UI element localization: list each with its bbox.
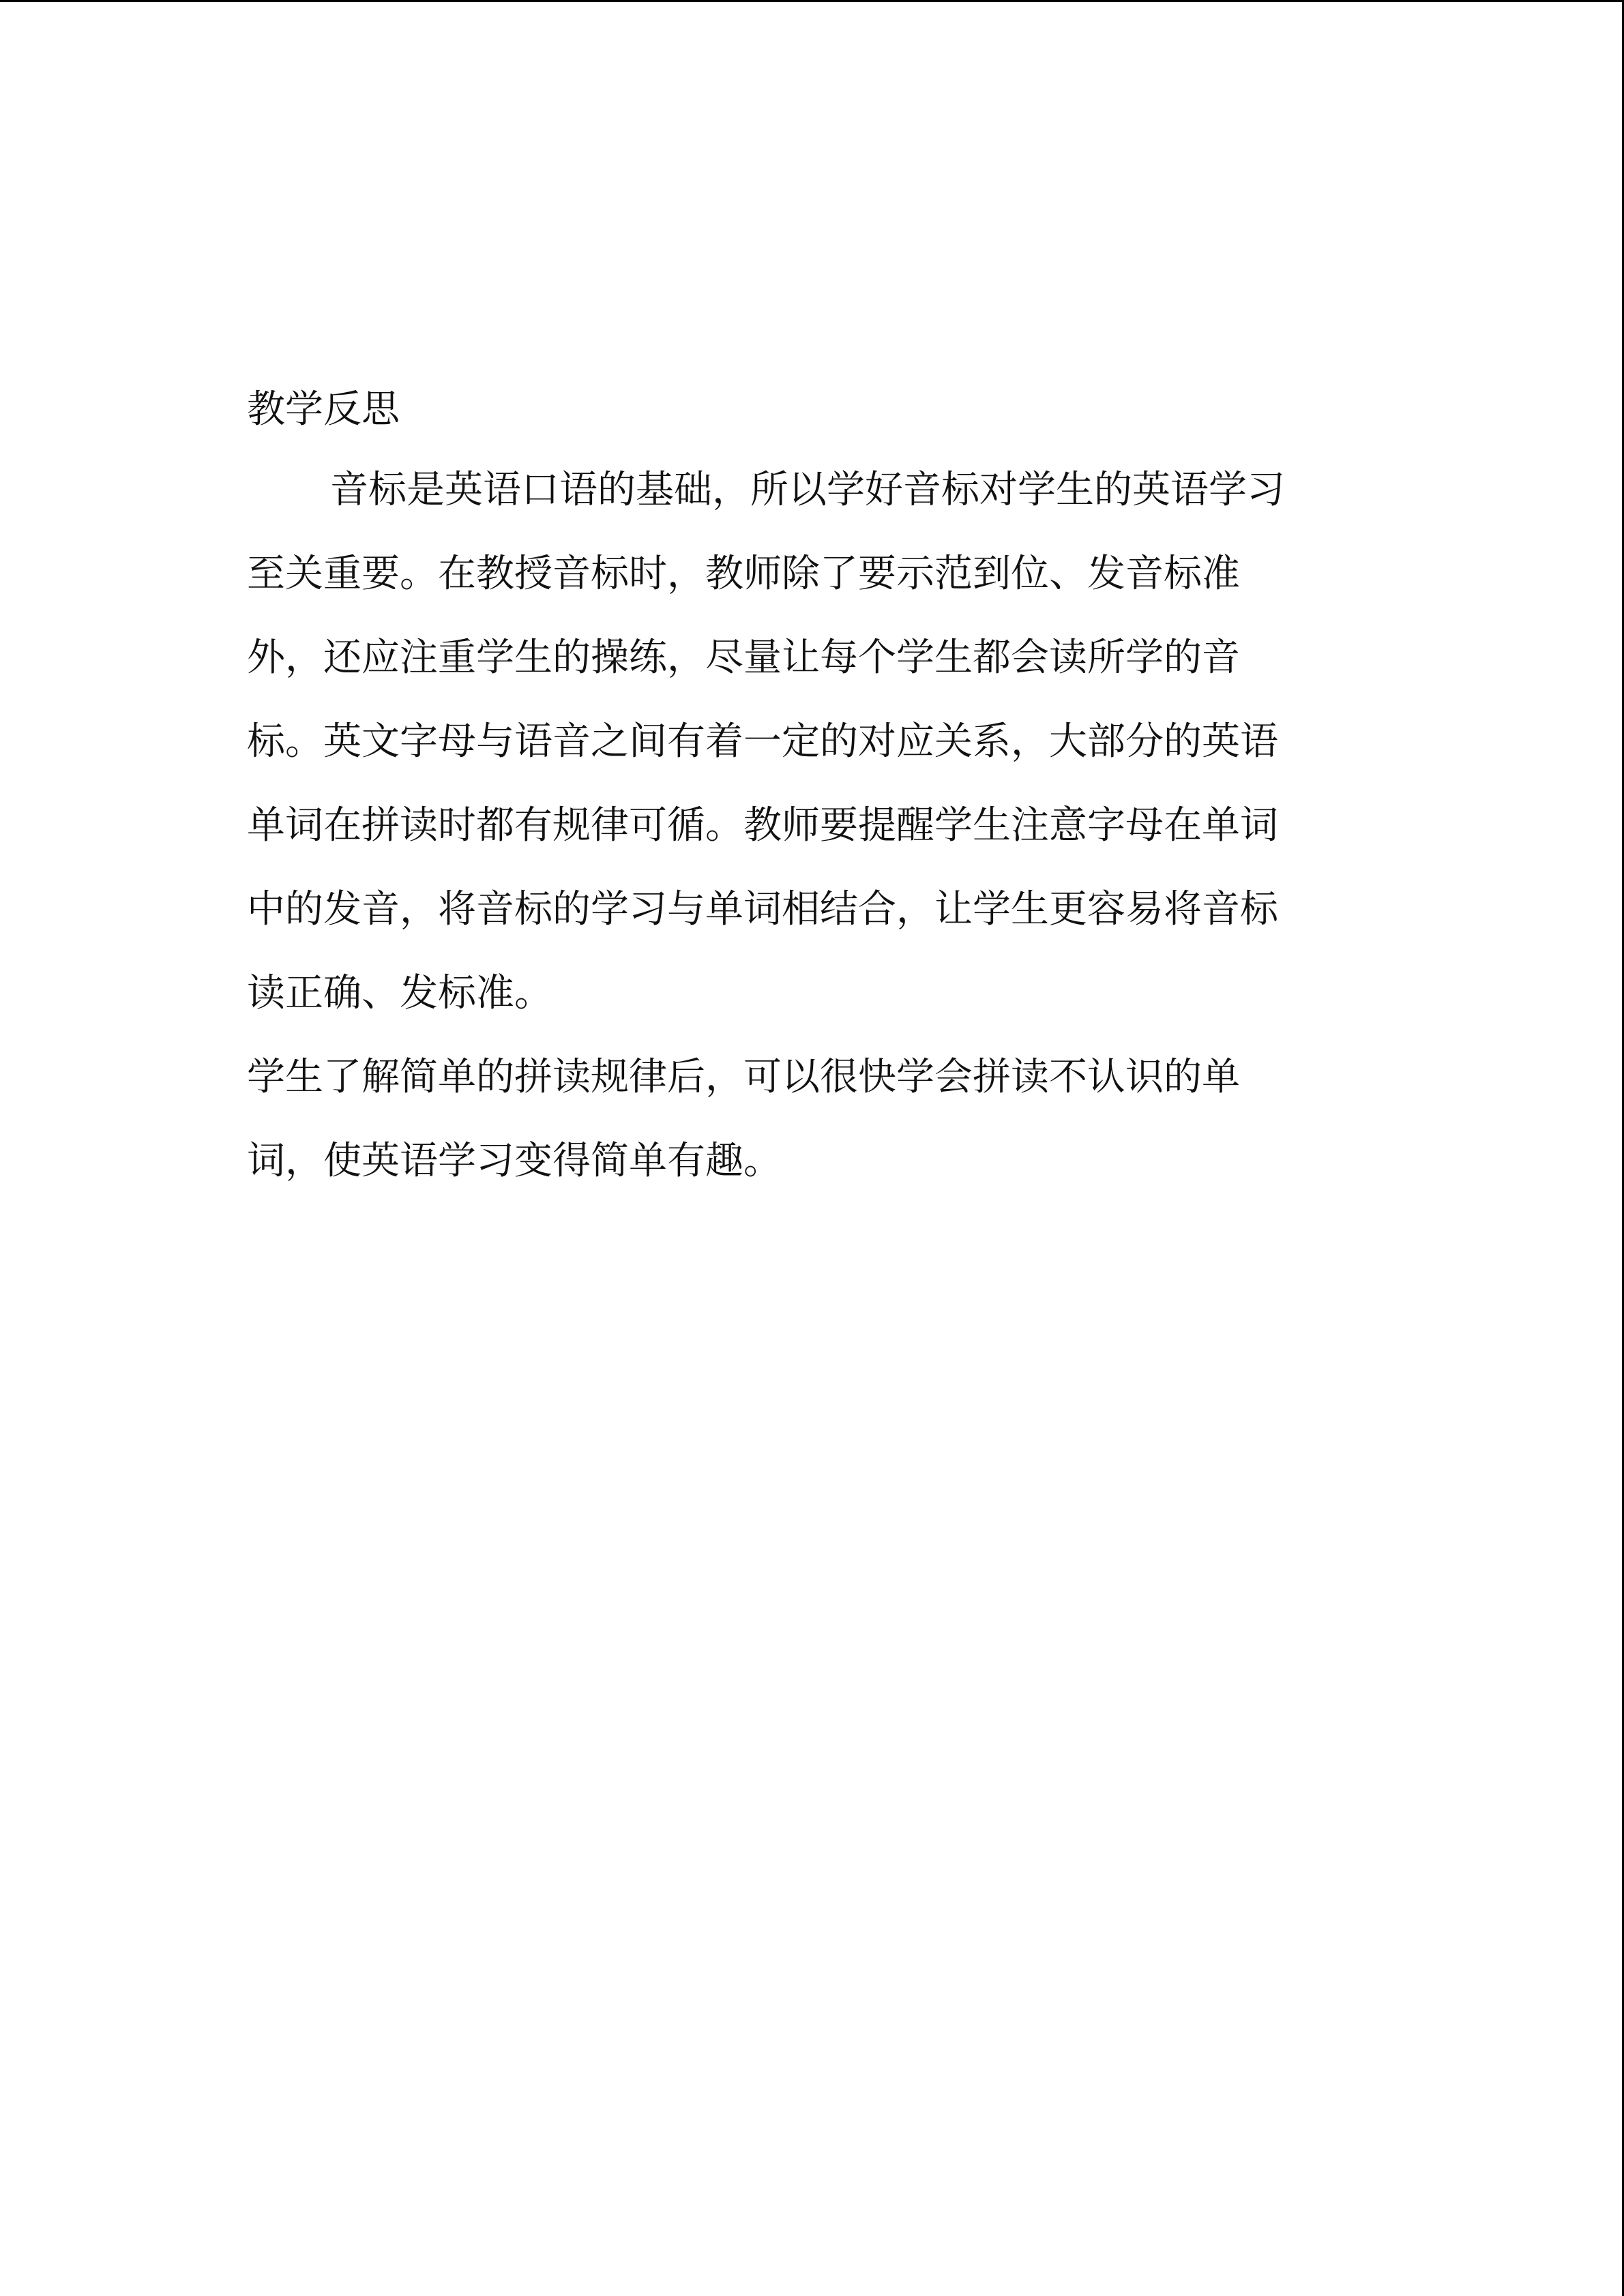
paragraph-2-line-2: 词，使英语学习变得简单有趣。 [247,1139,782,1183]
paragraph-1-line-6: 中的发音，将音标的学习与单词相结合，让学生更容易将音标 [247,887,1278,931]
paragraph-1 [247,448,1393,1035]
paragraph-1-line-4: 标。英文字母与语音之间有着一定的对应关系，大部分的英语 [247,719,1278,764]
paragraph-2-line-1: 学生了解简单的拼读规律后，可以很快学会拼读不认识的单 [247,1055,1240,1099]
document-title: 教学反思 [247,387,400,432]
paragraph-1-line-7: 读正确、发标准。 [247,971,552,1015]
paragraph-1-line-2: 至关重要。在教授音标时，教师除了要示范到位、发音标准 [247,552,1240,596]
paragraph-1-line-3: 外，还应注重学生的操练，尽量让每个学生都会读所学的音 [247,636,1240,680]
paragraph-2 [247,1035,1393,1203]
page-top-border [0,0,1624,2]
document-body [247,372,1393,1203]
paragraph-1-line-1: 音标是英语口语的基础，所以学好音标对学生的英语学习 [330,468,1285,512]
paragraph-1-line-5: 单词在拼读时都有规律可循。教师要提醒学生注意字母在单词 [247,803,1278,848]
